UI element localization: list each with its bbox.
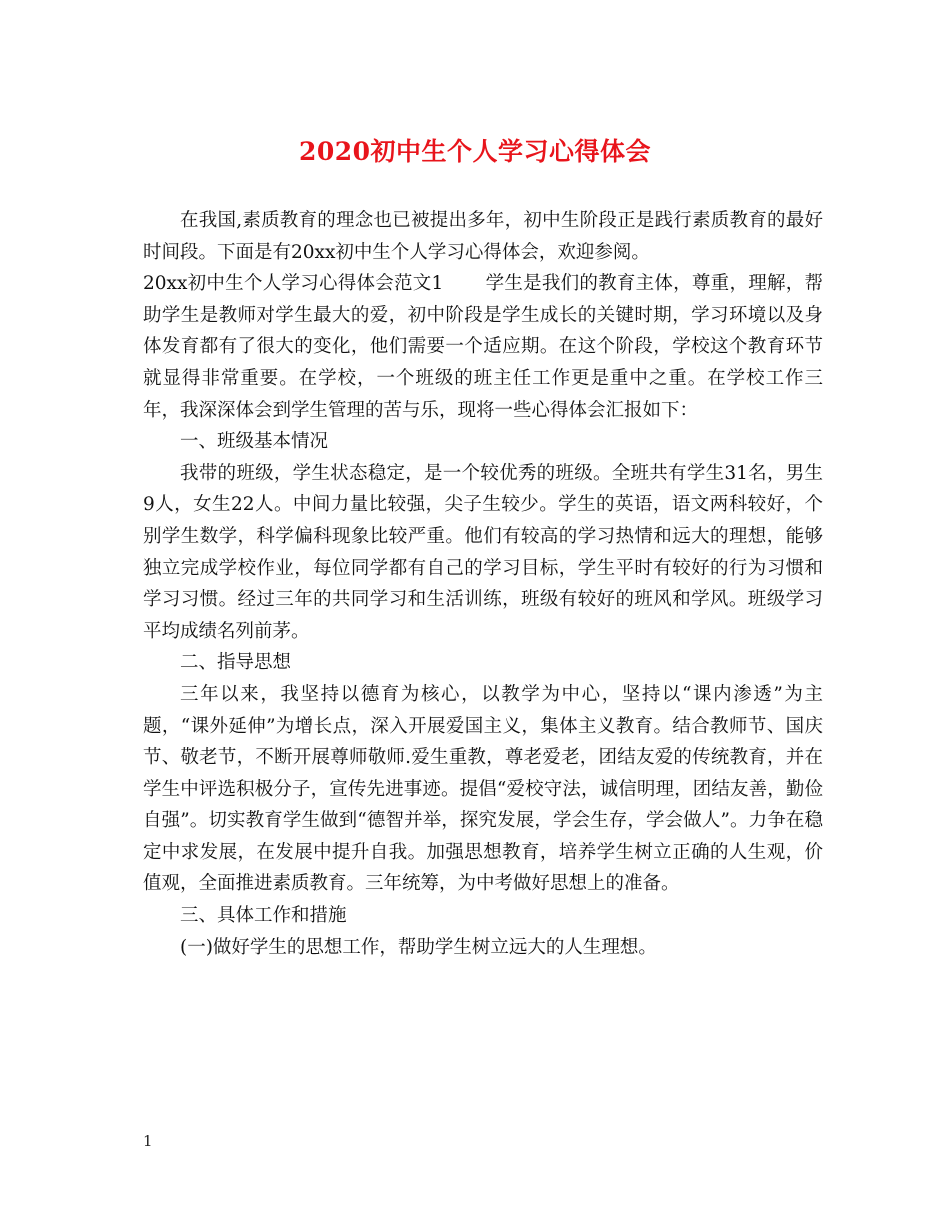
page-number: 1	[143, 1132, 153, 1150]
sample-text: 学生是我们的教育主体，尊重，理解，帮助学生是教师对学生最大的爱，初中阶段是学生成长的关键时期，学习环境以及身体发育都有了很大的变化，他们需要一个适应期。在这个阶段，学校这个教育环节就显得非常重要。在学校，一个班级的班主任工作更是重中之重。在学校工作三年，我深深体会到学生管理的苦与乐，现将一些心得体会汇报如下：	[143, 273, 823, 421]
document-body	[143, 205, 823, 963]
section2-heading: 二、指导思想	[180, 652, 292, 674]
section2-paragraph: 三年以来，我坚持以德育为核心，以教学为中心，坚持以“课内渗透”为主题，“课外延伸”为增长点，深入开展爱国主义，集体主义教育。结合教师节、国庆节、敬老节，不断开展尊师敬师.爱生重教，尊老爱老，团结友爱的传统教育，并在学生中评选积极分子，宣传先进事迹。提倡“爱校守法，诚信明理，团结友善，勤俭自强”。切实教育学生做到“德智并举，探究发展，学会生存，学会做人”。力争在稳定中求发展，在发展中提升自我。加强思想教育，培养学生树立正确的人生观，价值观，全面推进素质教育。三年统筹，为中考做好思想上的准备。	[143, 683, 823, 895]
sample-paragraph	[143, 268, 823, 426]
intro-paragraph: 在我国,素质教育的理念也已被提出多年，初中生阶段正是践行素质教育的最好时间段。下面是有20xx初中生个人学习心得体会，欢迎参阅。	[143, 210, 823, 263]
section1-heading: 一、班级基本情况	[180, 431, 329, 453]
section3-subheading: (一)做好学生的思想工作，帮助学生树立远大的人生理想。	[180, 936, 657, 958]
section1-paragraph: 我带的班级，学生状态稳定，是一个较优秀的班级。全班共有学生31名，男生9人，女生22人。中间力量比较强，尖子生较少。学生的英语，语文两科较好，个别学生数学，科学偏科现象比较严重。他们有较高的学习热情和远大的理想，能够独立完成学校作业，每位同学都有自己的学习目标，学生平时有较好的行为习惯和学习习惯。经过三年的共同学习和生活训练，班级有较好的班风和学风。班级学习平均成绩名列前茅。	[143, 462, 823, 642]
sample-heading: 20xx初中生个人学习心得体会范文1	[143, 273, 444, 295]
document-title: 2020初中生个人学习心得体会	[298, 137, 652, 166]
section3-heading: 三、具体工作和措施	[180, 905, 347, 927]
